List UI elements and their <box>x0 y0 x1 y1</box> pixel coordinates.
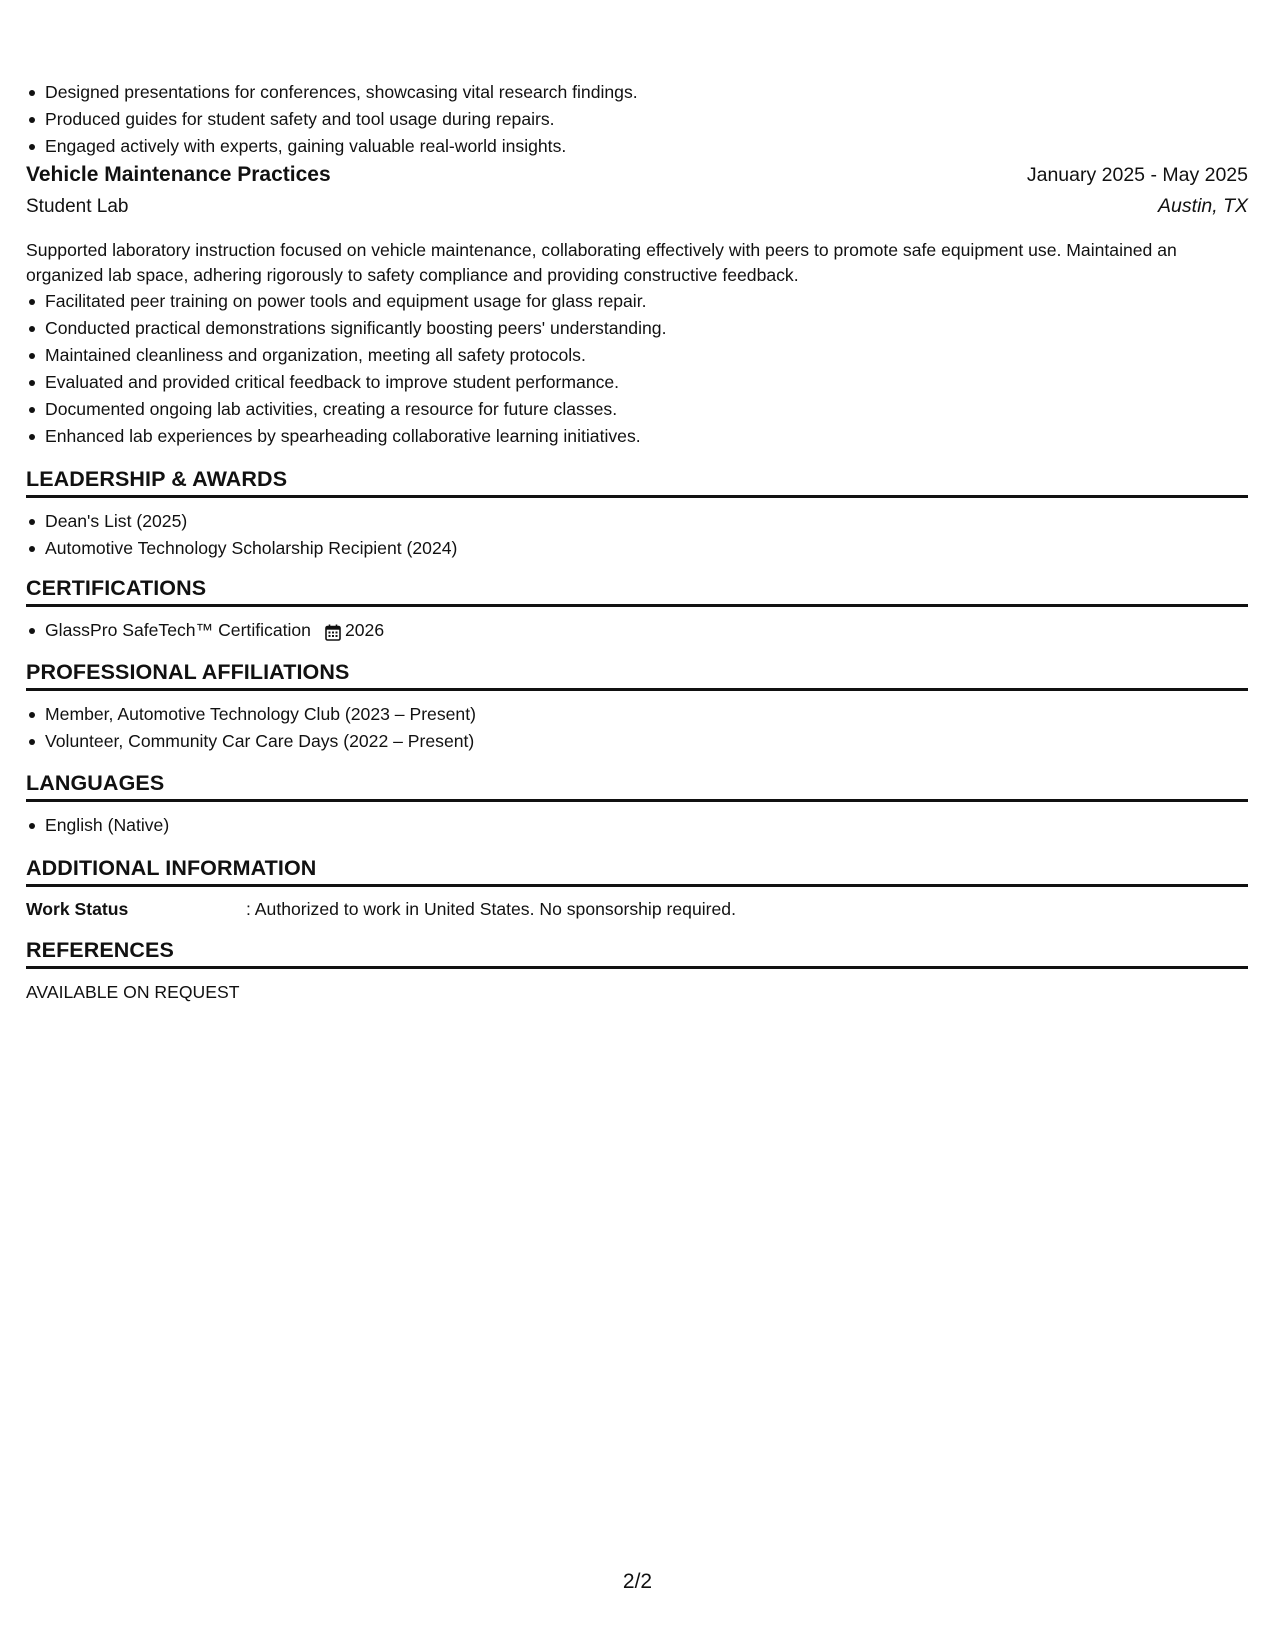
resume-page <box>26 0 1248 1650</box>
list-item: English (Native) <box>26 812 1248 839</box>
list-item: Facilitated peer training on power tools and equipment usage for glass repair. <box>26 288 1248 315</box>
list-item: Volunteer, Community Car Care Days (2022 – Present) <box>26 728 1248 755</box>
list-item: Automotive Technology Scholarship Recipient (2024) <box>26 535 1248 562</box>
list-item: Evaluated and provided critical feedback to improve student performance. <box>26 369 1248 396</box>
section-heading-languages: LANGUAGES <box>26 770 1248 802</box>
role-organization: Student Lab <box>26 196 129 217</box>
certifications-list <box>26 617 1248 644</box>
work-status-row <box>26 896 1248 923</box>
calendar-icon <box>325 622 341 639</box>
certification-year: 2026 <box>344 620 385 640</box>
section-heading-affiliations: PROFESSIONAL AFFILIATIONS <box>26 659 1248 691</box>
page-number: 2/2 <box>622 1570 653 1593</box>
section-heading-additional-information: ADDITIONAL INFORMATION <box>26 855 1248 887</box>
section-heading-certifications: CERTIFICATIONS <box>26 575 1248 607</box>
list-item: Member, Automotive Technology Club (2023 – Present) <box>26 701 1248 728</box>
list-item: Documented ongoing lab activities, creating a resource for future classes. <box>26 396 1248 423</box>
role-bullet-list <box>26 288 1248 450</box>
work-status-value: : Authorized to work in United States. No sponsorship required. <box>246 899 736 919</box>
work-status-label: Work Status <box>26 899 129 919</box>
role-subheader <box>26 195 1248 218</box>
section-heading-leadership: LEADERSHIP & AWARDS <box>26 466 1248 498</box>
list-item: Enhanced lab experiences by spearheading collaborative learning initiatives. <box>26 423 1248 450</box>
list-item <box>26 617 1248 644</box>
list-item: Maintained cleanliness and organization, meeting all safety protocols. <box>26 342 1248 369</box>
affiliations-list <box>26 701 1248 755</box>
list-item: Designed presentations for conferences, showcasing vital research findings. <box>26 79 1248 106</box>
list-item: Produced guides for student safety and tool usage during repairs. <box>26 106 1248 133</box>
role-dates: January 2025 - May 2025 <box>1026 164 1248 186</box>
leadership-list <box>26 508 1248 562</box>
role-location: Austin, TX <box>1158 195 1248 217</box>
role-header <box>26 163 1248 187</box>
references-text: AVAILABLE ON REQUEST <box>26 982 240 1002</box>
section-heading-references: REFERENCES <box>26 937 1248 969</box>
list-item: Engaged actively with experts, gaining valuable real-world insights. <box>26 133 1248 160</box>
languages-list <box>26 812 1248 839</box>
role-title: Vehicle Maintenance Practices <box>26 163 331 186</box>
certification-name: GlassPro SafeTech™ Certification <box>45 620 311 640</box>
previous-role-bullet-list <box>26 79 1248 160</box>
list-item: Dean's List (2025) <box>26 508 1248 535</box>
role-summary: Supported laboratory instruction focused on vehicle maintenance, collaborating effectively with peers to promote safe equipment use. Maintained an organized lab space, adhering rigorously to safety compliance and providing constructive feedback. <box>26 240 1177 285</box>
list-item: Conducted practical demonstrations significantly boosting peers' understanding. <box>26 315 1248 342</box>
